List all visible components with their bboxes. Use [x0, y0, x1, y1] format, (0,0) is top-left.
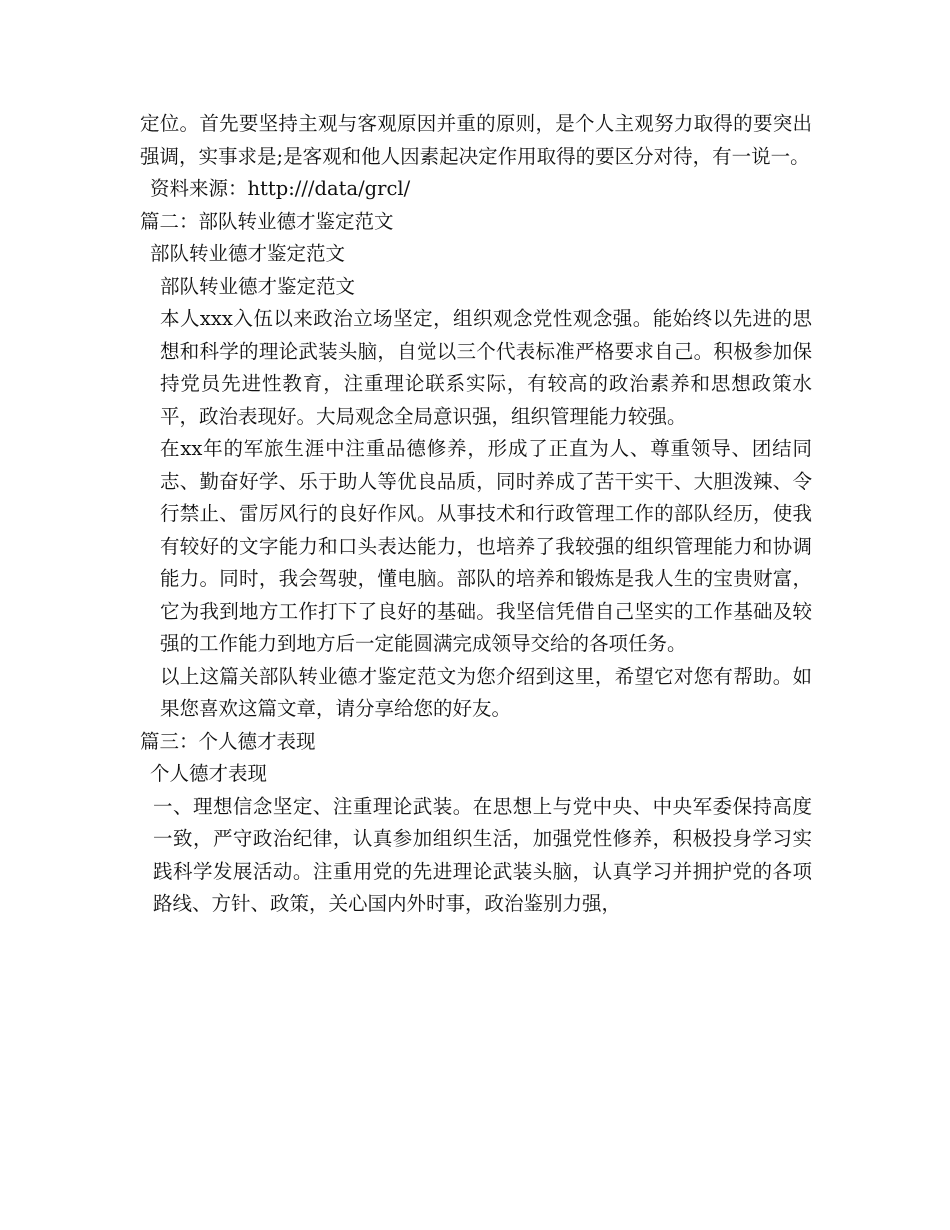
- body-paragraph-4: 一、理想信念坚定、注重理论武装。在思想上与党中央、中央军委保持高度一致，严守政治纪律，认真参加组织生活，加强党性修养，积极投身学习实践科学发展活动。注重用党的先进理论武装头脑，认真学习并拥护党的各项路线、方针、政策，关心国内外时事，政治鉴别力强，: [153, 794, 812, 915]
- section-title-2: 部队转业德才鉴定范文: [150, 242, 346, 265]
- body-paragraph-3: 以上这篇关部队转业德才鉴定范文为您介绍到这里，希望它对您有帮助。如果您喜欢这篇文章，请分享给您的好友。: [160, 664, 812, 720]
- body-paragraph-2: 在xx年的军旅生涯中注重品德修养，形成了正直为人、尊重领导、团结同志、勤奋好学、乐于助人等优良品质，同时养成了苦干实干、大胆泼辣、令行禁止、雷厉风行的良好作风。从事技术和行政管理工作的部队经历，使我有较好的文字能力和口头表达能力，也培养了我较强的组织管理能力和协调能力。同时，我会驾驶，懂电脑。部队的培养和锻炼是我人生的宝贵财富，它为我到地方工作打下了良好的基础。我坚信凭借自己坚实的工作基础及较强的工作能力到地方后一定能圆满完成领导交给的各项任务。: [160, 437, 812, 655]
- section-title-3: 个人德才表现: [150, 762, 268, 785]
- paragraph-continuation: 定位。首先要坚持主观与客观原因并重的原则，是个人主观努力取得的要突出强调，实事求是;是客观和他人因素起决定作用取得的要区分对待，有一说一。: [140, 112, 812, 168]
- body-paragraph-1: 本人xxx入伍以来政治立场坚定，组织观念党性观念强。能始终以先进的思想和科学的理论武装头脑，自觉以三个代表标准严格要求自己。积极参加保持党员先进性教育，注重理论联系实际，有较高的政治素养和思想政策水平，政治表现好。大局观念全局意识强，组织管理能力较强。: [160, 307, 812, 428]
- source-line: 资料来源：http:///data/grcl/: [150, 177, 411, 200]
- document-page: [140, 108, 812, 921]
- section-subtitle-2: 部队转业德才鉴定范文: [160, 274, 356, 298]
- section-heading-2: 篇二：部队转业德才鉴定范文: [140, 209, 394, 233]
- section-heading-3: 篇三：个人德才表现: [140, 729, 316, 753]
